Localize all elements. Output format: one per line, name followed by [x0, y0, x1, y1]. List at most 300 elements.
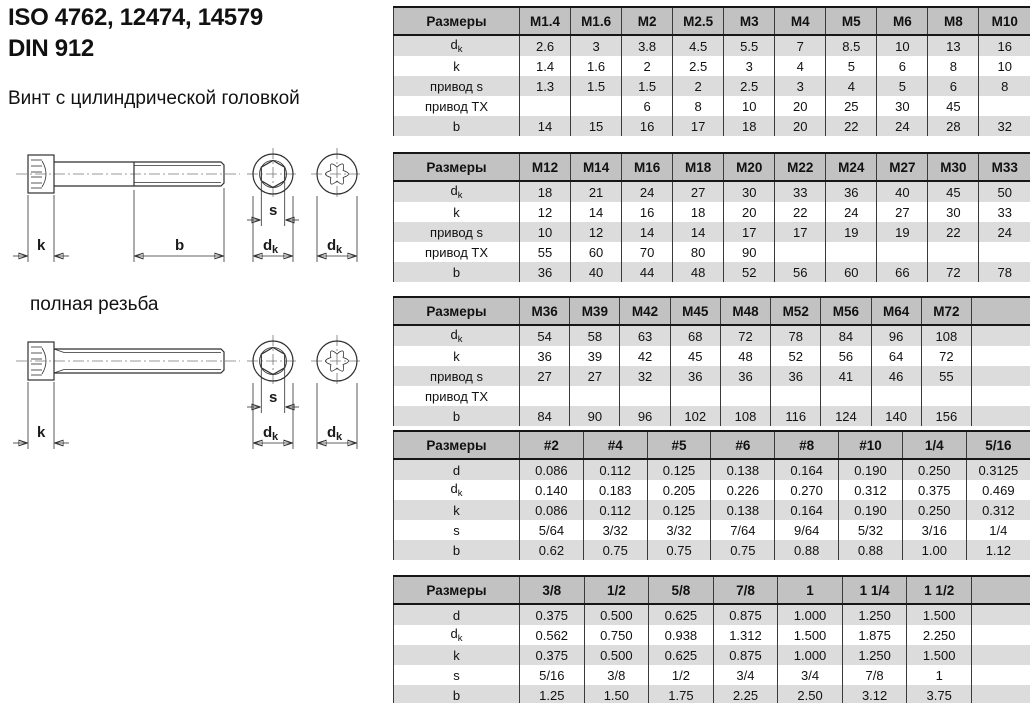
- dim-label-dk-sub: k: [272, 431, 279, 443]
- value-cell-empty: [972, 346, 1031, 366]
- value-cell: 45: [928, 181, 979, 202]
- table-row: [394, 56, 1031, 76]
- value-cell: 0.88: [775, 540, 839, 560]
- value-cell-empty: [972, 406, 1031, 426]
- value-cell: 22: [928, 222, 979, 242]
- table-row: [394, 406, 1031, 426]
- value-cell: 96: [620, 406, 670, 426]
- value-cell: 0.375: [902, 480, 966, 500]
- table-row: [394, 520, 1031, 540]
- table-metric-medium: [393, 152, 1030, 282]
- value-cell: 5.5: [724, 35, 775, 56]
- value-cell: 1.25: [520, 685, 585, 703]
- dim-table-metric-small: [393, 6, 1030, 136]
- column-header: 5/16: [966, 431, 1030, 459]
- value-cell: 5/16: [520, 665, 585, 685]
- column-header: M24: [826, 153, 877, 181]
- value-cell: 54: [520, 325, 570, 346]
- value-cell: 12: [571, 222, 622, 242]
- value-cell: 0.375: [520, 604, 585, 625]
- value-cell: 1.000: [778, 604, 843, 625]
- value-cell: 14: [622, 222, 673, 242]
- value-cell: 3/32: [583, 520, 647, 540]
- value-cell-empty: [972, 325, 1031, 346]
- row-label: привод TX: [394, 96, 520, 116]
- value-cell: [928, 242, 979, 262]
- value-cell: 14: [571, 202, 622, 222]
- row-label: k: [394, 500, 520, 520]
- column-header: #6: [711, 431, 775, 459]
- column-header-empty: [972, 297, 1031, 325]
- value-cell: 0.500: [584, 645, 649, 665]
- value-cell: 12: [520, 202, 571, 222]
- value-cell: 17: [673, 116, 724, 136]
- value-cell: 48: [720, 346, 770, 366]
- value-cell: [826, 242, 877, 262]
- column-header: M8: [928, 7, 979, 35]
- value-cell: 24: [979, 222, 1030, 242]
- dim-label-k: k: [37, 424, 46, 441]
- value-cell: [620, 386, 670, 406]
- value-cell: 16: [622, 202, 673, 222]
- value-cell: 0.226: [711, 480, 775, 500]
- value-cell: [775, 242, 826, 262]
- table-header-row: [394, 7, 1031, 35]
- column-header: M52: [771, 297, 821, 325]
- value-cell: 96: [871, 325, 921, 346]
- value-cell: 0.164: [775, 500, 839, 520]
- value-cell: 30: [724, 181, 775, 202]
- value-cell: 1/2: [649, 665, 714, 685]
- value-cell: 10: [520, 222, 571, 242]
- value-cell: 27: [570, 366, 620, 386]
- value-cell: 0.62: [520, 540, 584, 560]
- table-row: [394, 35, 1031, 56]
- value-cell: 1.00: [902, 540, 966, 560]
- dimension-b: [134, 188, 224, 262]
- column-header: M1.6: [571, 7, 622, 35]
- value-cell: 4: [775, 56, 826, 76]
- table-row: [394, 96, 1031, 116]
- dim-table-inch-large: [393, 575, 1030, 703]
- row-label: s: [394, 665, 520, 685]
- table-metric-small: [393, 6, 1030, 136]
- value-cell: 1.000: [778, 645, 843, 665]
- dim-label-b: b: [175, 237, 185, 254]
- row-label: $d_k$: [394, 325, 520, 346]
- table-header-row: [394, 297, 1031, 325]
- value-cell-empty: [972, 665, 1031, 685]
- value-cell: 0.3125: [966, 459, 1030, 480]
- value-cell: 56: [821, 346, 871, 366]
- row-label: k: [394, 202, 520, 222]
- value-cell: 80: [673, 242, 724, 262]
- value-cell: 44: [622, 262, 673, 282]
- value-cell: [520, 96, 571, 116]
- value-cell: 0.086: [520, 459, 584, 480]
- value-cell: [877, 242, 928, 262]
- column-header: M27: [877, 153, 928, 181]
- row-label: привод s: [394, 222, 520, 242]
- value-cell: 60: [826, 262, 877, 282]
- dim-label-dk-sub: k: [336, 431, 343, 443]
- value-cell-empty: [972, 645, 1031, 665]
- table-header-sizes: Размеры: [394, 7, 520, 35]
- value-cell: 22: [775, 202, 826, 222]
- row-label: привод TX: [394, 242, 520, 262]
- column-header: M42: [620, 297, 670, 325]
- row-label: b: [394, 685, 520, 703]
- dim-table-metric-medium: [393, 152, 1030, 282]
- table-row: [394, 665, 1031, 685]
- value-cell: 40: [571, 262, 622, 282]
- value-cell: 2.5: [724, 76, 775, 96]
- value-cell: 19: [877, 222, 928, 242]
- value-cell: [720, 386, 770, 406]
- column-header: M39: [570, 297, 620, 325]
- hex-socket-view: [247, 148, 299, 200]
- value-cell: 7/8: [842, 665, 907, 685]
- value-cell: 18: [520, 181, 571, 202]
- value-cell: 0.164: [775, 459, 839, 480]
- value-cell: 0.205: [647, 480, 711, 500]
- value-cell: 1/4: [966, 520, 1030, 540]
- column-header: M2.5: [673, 7, 724, 35]
- value-cell: 3: [724, 56, 775, 76]
- value-cell: 0.125: [647, 500, 711, 520]
- value-cell: 0.138: [711, 500, 775, 520]
- value-cell: 14: [673, 222, 724, 242]
- value-cell-empty: [972, 604, 1031, 625]
- value-cell: 0.112: [583, 459, 647, 480]
- value-cell: 39: [570, 346, 620, 366]
- table-row: [394, 366, 1031, 386]
- table-row: [394, 262, 1031, 282]
- column-header: M4: [775, 7, 826, 35]
- column-header: 7/8: [713, 576, 778, 604]
- dimension-k: [13, 382, 69, 449]
- column-header: M18: [673, 153, 724, 181]
- value-cell-empty: [972, 685, 1031, 703]
- value-cell-empty: [972, 625, 1031, 645]
- value-cell: 0.375: [520, 645, 585, 665]
- value-cell: 3/8: [584, 665, 649, 685]
- value-cell: 55: [520, 242, 571, 262]
- value-cell: 32: [620, 366, 670, 386]
- dim-label-dk-sub: k: [336, 244, 343, 256]
- value-cell: 8: [673, 96, 724, 116]
- row-label: привод s: [394, 76, 520, 96]
- value-cell: [921, 386, 971, 406]
- value-cell: 8: [928, 56, 979, 76]
- value-cell: 3.8: [622, 35, 673, 56]
- row-label: $d_k$: [394, 625, 520, 645]
- value-cell: 22: [826, 116, 877, 136]
- value-cell: 46: [871, 366, 921, 386]
- table-row: [394, 325, 1031, 346]
- value-cell: [821, 386, 871, 406]
- value-cell: 0.250: [902, 459, 966, 480]
- value-cell: 1.4: [520, 56, 571, 76]
- value-cell: 1.50: [584, 685, 649, 703]
- value-cell: 156: [921, 406, 971, 426]
- dimension-k: [13, 195, 69, 262]
- value-cell: 0.562: [520, 625, 585, 645]
- value-cell: 28: [928, 116, 979, 136]
- dim-label-s: s: [269, 389, 278, 406]
- value-cell: 1.250: [842, 645, 907, 665]
- row-label: b: [394, 262, 520, 282]
- row-label: $d_k$: [394, 35, 520, 56]
- value-cell: 55: [921, 366, 971, 386]
- table-row: [394, 459, 1031, 480]
- table-row: [394, 685, 1031, 703]
- value-cell: 2.5: [673, 56, 724, 76]
- value-cell: 84: [821, 325, 871, 346]
- value-cell: 3/4: [713, 665, 778, 685]
- table-row: [394, 242, 1031, 262]
- value-cell: 6: [622, 96, 673, 116]
- column-header: #4: [583, 431, 647, 459]
- value-cell: 36: [826, 181, 877, 202]
- column-header: M10: [979, 7, 1030, 35]
- value-cell: 1.6: [571, 56, 622, 76]
- column-header-empty: [972, 576, 1031, 604]
- column-header: M2: [622, 7, 673, 35]
- value-cell: 0.875: [713, 604, 778, 625]
- table-header-row: [394, 576, 1031, 604]
- column-header: M45: [670, 297, 720, 325]
- column-header: #5: [647, 431, 711, 459]
- column-header: 1/2: [584, 576, 649, 604]
- value-cell: 1.3: [520, 76, 571, 96]
- value-cell: 0.140: [520, 480, 584, 500]
- value-cell: 124: [821, 406, 871, 426]
- value-cell: 18: [673, 202, 724, 222]
- value-cell: 4: [826, 76, 877, 96]
- value-cell: 3/16: [902, 520, 966, 540]
- value-cell: 1.875: [842, 625, 907, 645]
- value-cell: 0.469: [966, 480, 1030, 500]
- value-cell: 3: [775, 76, 826, 96]
- row-label: k: [394, 56, 520, 76]
- value-cell: 78: [771, 325, 821, 346]
- column-header: M56: [821, 297, 871, 325]
- column-header: 1: [778, 576, 843, 604]
- value-cell: 6: [877, 56, 928, 76]
- column-header: M20: [724, 153, 775, 181]
- value-cell: [771, 386, 821, 406]
- dim-label-dk-base: d: [327, 424, 337, 441]
- dim-label-k: k: [37, 237, 46, 254]
- column-header: 1/4: [902, 431, 966, 459]
- value-cell: 0.875: [713, 645, 778, 665]
- value-cell: 64: [871, 346, 921, 366]
- value-cell: [570, 386, 620, 406]
- value-cell: 5: [826, 56, 877, 76]
- value-cell: 36: [720, 366, 770, 386]
- value-cell: 1.5: [571, 76, 622, 96]
- value-cell: 50: [979, 181, 1030, 202]
- value-cell: 20: [775, 96, 826, 116]
- value-cell: 0.183: [583, 480, 647, 500]
- table-row: [394, 202, 1031, 222]
- dim-label-dk-sub: k: [272, 244, 279, 256]
- dim-label-dk-base: d: [263, 237, 273, 254]
- column-header: M30: [928, 153, 979, 181]
- value-cell: 0.125: [647, 459, 711, 480]
- column-header: M6: [877, 7, 928, 35]
- value-cell: 20: [775, 116, 826, 136]
- value-cell: 0.312: [839, 480, 903, 500]
- value-cell: [670, 386, 720, 406]
- value-cell: 0.750: [584, 625, 649, 645]
- column-header: M1.4: [520, 7, 571, 35]
- value-cell: 66: [877, 262, 928, 282]
- value-cell-empty: [972, 386, 1031, 406]
- value-cell: 19: [826, 222, 877, 242]
- value-cell: 90: [570, 406, 620, 426]
- page-title-standards: ISO 4762, 12474, 14579: [8, 4, 263, 31]
- value-cell: 58: [570, 325, 620, 346]
- value-cell: 0.086: [520, 500, 584, 520]
- value-cell: 102: [670, 406, 720, 426]
- table-row: [394, 181, 1031, 202]
- table-row: [394, 645, 1031, 665]
- value-cell-empty: [972, 366, 1031, 386]
- value-cell: [979, 96, 1030, 116]
- value-cell: 32: [979, 116, 1030, 136]
- value-cell: 18: [724, 116, 775, 136]
- value-cell: 0.625: [649, 604, 714, 625]
- row-label: $d_k$: [394, 181, 520, 202]
- table-header-row: [394, 153, 1031, 181]
- row-label: b: [394, 116, 520, 136]
- table-header-row: [394, 431, 1031, 459]
- table-row: [394, 604, 1031, 625]
- value-cell: 1.500: [907, 604, 972, 625]
- row-label: d: [394, 604, 520, 625]
- value-cell: 56: [775, 262, 826, 282]
- value-cell: 0.190: [839, 500, 903, 520]
- value-cell: 1.500: [907, 645, 972, 665]
- value-cell: 24: [622, 181, 673, 202]
- page-subtitle: Винт с цилиндрической головкой: [8, 88, 300, 109]
- column-header: M16: [622, 153, 673, 181]
- value-cell: 90: [724, 242, 775, 262]
- table-header-sizes: Размеры: [394, 576, 520, 604]
- dimension-dk-torx: [317, 196, 357, 262]
- page-title-din: DIN 912: [8, 35, 94, 62]
- value-cell: 0.250: [902, 500, 966, 520]
- row-label: k: [394, 645, 520, 665]
- value-cell: 0.75: [647, 540, 711, 560]
- value-cell: [871, 386, 921, 406]
- column-header: M3: [724, 7, 775, 35]
- value-cell: 2: [622, 56, 673, 76]
- value-cell: 116: [771, 406, 821, 426]
- table-row: [394, 540, 1031, 560]
- value-cell: 21: [571, 181, 622, 202]
- value-cell: 0.138: [711, 459, 775, 480]
- value-cell: 13: [928, 35, 979, 56]
- title-block: [8, 2, 263, 64]
- value-cell: 0.75: [583, 540, 647, 560]
- value-cell: 24: [877, 116, 928, 136]
- value-cell: 70: [622, 242, 673, 262]
- value-cell: 36: [520, 346, 570, 366]
- value-cell: 2.50: [778, 685, 843, 703]
- value-cell: 52: [771, 346, 821, 366]
- row-label: s: [394, 520, 520, 540]
- column-header: M72: [921, 297, 971, 325]
- value-cell: 0.75: [711, 540, 775, 560]
- table-inch-small: [393, 430, 1030, 560]
- value-cell: 24: [826, 202, 877, 222]
- dim-label-dk-base: d: [327, 237, 337, 254]
- dim-label-dk-base: d: [263, 424, 273, 441]
- value-cell: 78: [979, 262, 1030, 282]
- value-cell: 2: [673, 76, 724, 96]
- column-header: M22: [775, 153, 826, 181]
- value-cell: 1.5: [622, 76, 673, 96]
- value-cell: 9/64: [775, 520, 839, 540]
- value-cell: 10: [877, 35, 928, 56]
- table-row: [394, 346, 1031, 366]
- screw-drawing-full-thread: [0, 326, 390, 458]
- table-row: [394, 116, 1031, 136]
- value-cell: 1.312: [713, 625, 778, 645]
- table-row: [394, 222, 1031, 242]
- value-cell: 2.6: [520, 35, 571, 56]
- column-header: M33: [979, 153, 1030, 181]
- column-header: M5: [826, 7, 877, 35]
- table-row: [394, 386, 1031, 406]
- value-cell: 10: [979, 56, 1030, 76]
- value-cell: 0.88: [839, 540, 903, 560]
- value-cell: 17: [775, 222, 826, 242]
- column-header: 5/8: [649, 576, 714, 604]
- torx-socket-view: [311, 148, 363, 200]
- value-cell: [571, 96, 622, 116]
- value-cell: 72: [928, 262, 979, 282]
- value-cell: 0.312: [966, 500, 1030, 520]
- value-cell: 1.75: [649, 685, 714, 703]
- value-cell: 1: [907, 665, 972, 685]
- value-cell: 3.12: [842, 685, 907, 703]
- value-cell: 8.5: [826, 35, 877, 56]
- value-cell: 40: [877, 181, 928, 202]
- value-cell: 4.5: [673, 35, 724, 56]
- full-thread-label: полная резьба: [30, 294, 159, 315]
- value-cell: 25: [826, 96, 877, 116]
- value-cell: 41: [821, 366, 871, 386]
- value-cell: 2.25: [713, 685, 778, 703]
- value-cell: 140: [871, 406, 921, 426]
- value-cell: 16: [979, 35, 1030, 56]
- value-cell: 72: [921, 346, 971, 366]
- value-cell: 5: [877, 76, 928, 96]
- torx-socket-view: [311, 335, 363, 387]
- value-cell: 36: [670, 366, 720, 386]
- value-cell: 3/4: [778, 665, 843, 685]
- screw-drawing-partial-thread: [0, 140, 390, 272]
- value-cell: 36: [520, 262, 571, 282]
- value-cell: 5/32: [839, 520, 903, 540]
- value-cell: 108: [921, 325, 971, 346]
- value-cell: 45: [928, 96, 979, 116]
- value-cell: 7: [775, 35, 826, 56]
